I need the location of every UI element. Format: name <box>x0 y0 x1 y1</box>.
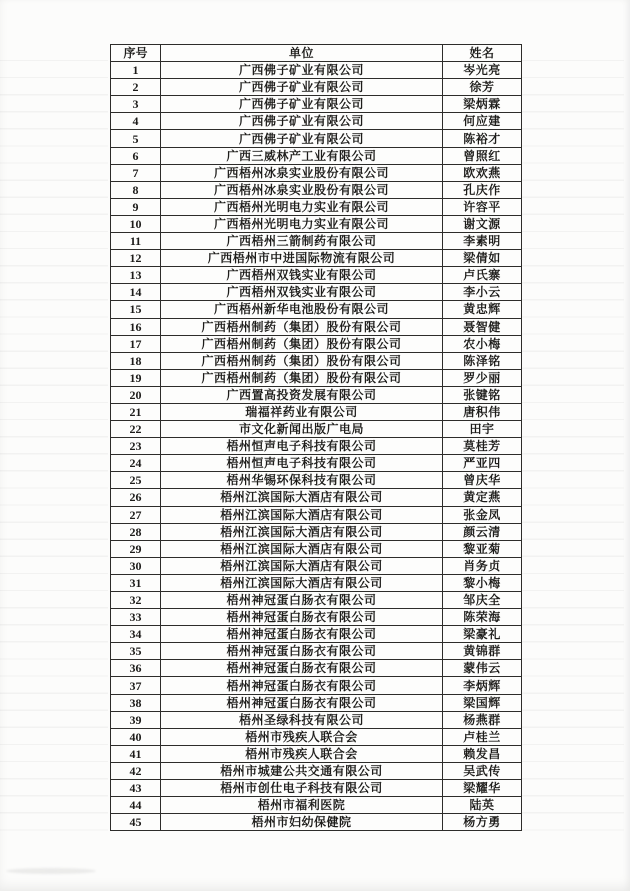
cell-serial-number: 13 <box>111 267 161 284</box>
table-row <box>111 489 522 506</box>
cell-person-name: 卢氏寨 <box>443 267 522 284</box>
cell-person-name: 颜云清 <box>443 523 522 540</box>
cell-person-name: 何应建 <box>443 113 522 130</box>
table-row <box>111 198 522 215</box>
cell-person-name: 肖务贞 <box>443 557 522 574</box>
cell-organization: 梧州圣绿科技有限公司 <box>161 711 443 728</box>
cell-organization: 梧州神冠蛋白肠衣有限公司 <box>161 660 443 677</box>
cell-person-name: 陈裕才 <box>443 130 522 147</box>
cell-person-name: 黎亚菊 <box>443 540 522 557</box>
cell-serial-number: 19 <box>111 369 161 386</box>
cell-serial-number: 11 <box>111 233 161 250</box>
table-row <box>111 540 522 557</box>
cell-person-name: 梁耀华 <box>443 780 522 797</box>
cell-person-name: 许容平 <box>443 198 522 215</box>
cell-serial-number: 17 <box>111 335 161 352</box>
table-row <box>111 79 522 96</box>
table-row <box>111 164 522 181</box>
cell-serial-number: 12 <box>111 250 161 267</box>
table-row <box>111 780 522 797</box>
cell-organization: 市文化新闻出版广电局 <box>161 421 443 438</box>
cell-serial-number: 42 <box>111 762 161 779</box>
cell-organization: 广西梧州光明电力实业有限公司 <box>161 215 443 232</box>
cell-person-name: 杨燕群 <box>443 711 522 728</box>
table-row <box>111 96 522 113</box>
table-row <box>111 181 522 198</box>
cell-serial-number: 21 <box>111 403 161 420</box>
column-header-person-name: 姓名 <box>443 45 522 62</box>
table-row <box>111 250 522 267</box>
cell-serial-number: 36 <box>111 660 161 677</box>
cell-organization: 广西梧州新华电池股份有限公司 <box>161 301 443 318</box>
cell-serial-number: 29 <box>111 540 161 557</box>
table-body <box>111 62 522 831</box>
cell-serial-number: 15 <box>111 301 161 318</box>
cell-organization: 广西梧州双钱实业有限公司 <box>161 284 443 301</box>
table-row <box>111 797 522 814</box>
cell-serial-number: 1 <box>111 62 161 79</box>
table-row <box>111 369 522 386</box>
scan-artifact-right <box>520 44 624 831</box>
cell-serial-number: 9 <box>111 198 161 215</box>
cell-person-name: 赖发昌 <box>443 745 522 762</box>
cell-serial-number: 32 <box>111 592 161 609</box>
cell-serial-number: 4 <box>111 113 161 130</box>
table-row <box>111 523 522 540</box>
table-row <box>111 745 522 762</box>
cell-serial-number: 33 <box>111 609 161 626</box>
cell-serial-number: 38 <box>111 694 161 711</box>
table-row <box>111 215 522 232</box>
cell-person-name: 张金凤 <box>443 506 522 523</box>
cell-organization: 广西三威林产工业有限公司 <box>161 147 443 164</box>
cell-person-name: 唐积伟 <box>443 403 522 420</box>
scan-artifact-left <box>0 44 108 831</box>
table-row <box>111 660 522 677</box>
cell-serial-number: 3 <box>111 96 161 113</box>
table-row <box>111 130 522 147</box>
table-row <box>111 472 522 489</box>
cell-person-name: 黎小梅 <box>443 574 522 591</box>
cell-organization: 瑞福祥药业有限公司 <box>161 403 443 420</box>
table-row <box>111 113 522 130</box>
cell-person-name: 农小梅 <box>443 335 522 352</box>
cell-organization: 梧州市残疾人联合会 <box>161 728 443 745</box>
cell-serial-number: 44 <box>111 797 161 814</box>
table-row <box>111 438 522 455</box>
cell-person-name: 莫桂芳 <box>443 438 522 455</box>
cell-person-name: 曾庆华 <box>443 472 522 489</box>
cell-organization: 广西梧州制药（集团）股份有限公司 <box>161 369 443 386</box>
cell-organization: 梧州江滨国际大酒店有限公司 <box>161 574 443 591</box>
cell-organization: 梧州神冠蛋白肠衣有限公司 <box>161 626 443 643</box>
cell-person-name: 谢文源 <box>443 215 522 232</box>
cell-serial-number: 34 <box>111 626 161 643</box>
cell-person-name: 陆英 <box>443 797 522 814</box>
cell-person-name: 黄忠辉 <box>443 301 522 318</box>
table-row <box>111 147 522 164</box>
table-row <box>111 284 522 301</box>
table-row <box>111 574 522 591</box>
cell-serial-number: 25 <box>111 472 161 489</box>
cell-person-name: 孔庆作 <box>443 181 522 198</box>
table-row <box>111 506 522 523</box>
cell-organization: 广西梧州制药（集团）股份有限公司 <box>161 352 443 369</box>
table-row <box>111 455 522 472</box>
column-header-serial-number: 序号 <box>111 45 161 62</box>
cell-organization: 梧州市城建公共交通有限公司 <box>161 762 443 779</box>
cell-serial-number: 14 <box>111 284 161 301</box>
table-row <box>111 626 522 643</box>
cell-organization: 广西梧州冰泉实业股份有限公司 <box>161 164 443 181</box>
cell-organization: 梧州神冠蛋白肠衣有限公司 <box>161 592 443 609</box>
cell-serial-number: 45 <box>111 814 161 831</box>
cell-organization: 梧州江滨国际大酒店有限公司 <box>161 506 443 523</box>
cell-organization: 梧州江滨国际大酒店有限公司 <box>161 540 443 557</box>
cell-serial-number: 23 <box>111 438 161 455</box>
cell-person-name: 聂智健 <box>443 318 522 335</box>
cell-serial-number: 6 <box>111 147 161 164</box>
cell-person-name: 蒙伟云 <box>443 660 522 677</box>
cell-organization: 梧州江滨国际大酒店有限公司 <box>161 523 443 540</box>
cell-organization: 广西梧州光明电力实业有限公司 <box>161 198 443 215</box>
cell-person-name: 李素明 <box>443 233 522 250</box>
cell-serial-number: 41 <box>111 745 161 762</box>
cell-organization: 梧州神冠蛋白肠衣有限公司 <box>161 694 443 711</box>
cell-organization: 广西梧州市中进国际物流有限公司 <box>161 250 443 267</box>
cell-organization: 广西梧州制药（集团）股份有限公司 <box>161 335 443 352</box>
cell-person-name: 陈泽铭 <box>443 352 522 369</box>
cell-organization: 广西置高投资发展有限公司 <box>161 386 443 403</box>
cell-person-name: 徐芳 <box>443 79 522 96</box>
cell-organization: 广西梧州冰泉实业股份有限公司 <box>161 181 443 198</box>
cell-organization: 梧州恒声电子科技有限公司 <box>161 455 443 472</box>
cell-organization: 广西梧州制药（集团）股份有限公司 <box>161 318 443 335</box>
cell-organization: 广西佛子矿业有限公司 <box>161 79 443 96</box>
cell-serial-number: 5 <box>111 130 161 147</box>
table-row <box>111 352 522 369</box>
cell-serial-number: 28 <box>111 523 161 540</box>
cell-organization: 梧州市妇幼保健院 <box>161 814 443 831</box>
cell-serial-number: 18 <box>111 352 161 369</box>
cell-person-name: 邹庆全 <box>443 592 522 609</box>
column-header-organization: 单位 <box>161 45 443 62</box>
cell-organization: 梧州华锡环保科技有限公司 <box>161 472 443 489</box>
cell-person-name: 梁倩如 <box>443 250 522 267</box>
table-row <box>111 643 522 660</box>
cell-person-name: 曾照红 <box>443 147 522 164</box>
cell-person-name: 黄定燕 <box>443 489 522 506</box>
cell-serial-number: 20 <box>111 386 161 403</box>
cell-organization: 广西梧州双钱实业有限公司 <box>161 267 443 284</box>
cell-organization: 广西佛子矿业有限公司 <box>161 113 443 130</box>
cell-person-name: 陈荣海 <box>443 609 522 626</box>
table-header-row <box>111 45 522 62</box>
cell-serial-number: 24 <box>111 455 161 472</box>
cell-person-name: 欧欢燕 <box>443 164 522 181</box>
cell-serial-number: 43 <box>111 780 161 797</box>
table-row <box>111 814 522 831</box>
table-row <box>111 609 522 626</box>
cell-person-name: 梁炳霖 <box>443 96 522 113</box>
cell-person-name: 梁国辉 <box>443 694 522 711</box>
table-row <box>111 403 522 420</box>
cell-organization: 梧州恒声电子科技有限公司 <box>161 438 443 455</box>
table-row <box>111 694 522 711</box>
cell-organization: 梧州江滨国际大酒店有限公司 <box>161 489 443 506</box>
cell-organization: 梧州市残疾人联合会 <box>161 745 443 762</box>
cell-organization: 梧州神冠蛋白肠衣有限公司 <box>161 677 443 694</box>
cell-person-name: 李炳辉 <box>443 677 522 694</box>
cell-serial-number: 16 <box>111 318 161 335</box>
table-row <box>111 711 522 728</box>
table-row <box>111 557 522 574</box>
cell-organization: 广西佛子矿业有限公司 <box>161 62 443 79</box>
table-row <box>111 677 522 694</box>
table-row <box>111 592 522 609</box>
table-row <box>111 386 522 403</box>
cell-person-name: 李小云 <box>443 284 522 301</box>
cell-serial-number: 31 <box>111 574 161 591</box>
roster-table <box>110 44 522 831</box>
cell-organization: 梧州市创仕电子科技有限公司 <box>161 780 443 797</box>
cell-person-name: 吴武传 <box>443 762 522 779</box>
table-row <box>111 301 522 318</box>
table-row <box>111 62 522 79</box>
cell-serial-number: 35 <box>111 643 161 660</box>
scan-smudge <box>6 868 96 874</box>
cell-serial-number: 39 <box>111 711 161 728</box>
table-row <box>111 267 522 284</box>
cell-serial-number: 10 <box>111 215 161 232</box>
cell-organization: 梧州江滨国际大酒店有限公司 <box>161 557 443 574</box>
cell-person-name: 杨方勇 <box>443 814 522 831</box>
cell-person-name: 卢桂兰 <box>443 728 522 745</box>
table-row <box>111 762 522 779</box>
cell-person-name: 岑光亮 <box>443 62 522 79</box>
cell-serial-number: 8 <box>111 181 161 198</box>
cell-serial-number: 7 <box>111 164 161 181</box>
cell-serial-number: 26 <box>111 489 161 506</box>
cell-organization: 梧州神冠蛋白肠衣有限公司 <box>161 609 443 626</box>
table-row <box>111 421 522 438</box>
cell-serial-number: 22 <box>111 421 161 438</box>
cell-organization: 广西佛子矿业有限公司 <box>161 96 443 113</box>
table-row <box>111 728 522 745</box>
cell-serial-number: 40 <box>111 728 161 745</box>
cell-organization: 广西佛子矿业有限公司 <box>161 130 443 147</box>
table-row <box>111 318 522 335</box>
cell-organization: 广西梧州三箭制药有限公司 <box>161 233 443 250</box>
table-row <box>111 335 522 352</box>
cell-serial-number: 2 <box>111 79 161 96</box>
cell-organization: 梧州神冠蛋白肠衣有限公司 <box>161 643 443 660</box>
cell-person-name: 梁豪礼 <box>443 626 522 643</box>
cell-organization: 梧州市福利医院 <box>161 797 443 814</box>
cell-person-name: 严亚四 <box>443 455 522 472</box>
table-row <box>111 233 522 250</box>
cell-serial-number: 27 <box>111 506 161 523</box>
cell-person-name: 张键铭 <box>443 386 522 403</box>
cell-person-name: 黄锦群 <box>443 643 522 660</box>
cell-person-name: 罗少丽 <box>443 369 522 386</box>
cell-serial-number: 30 <box>111 557 161 574</box>
cell-person-name: 田宇 <box>443 421 522 438</box>
cell-serial-number: 37 <box>111 677 161 694</box>
